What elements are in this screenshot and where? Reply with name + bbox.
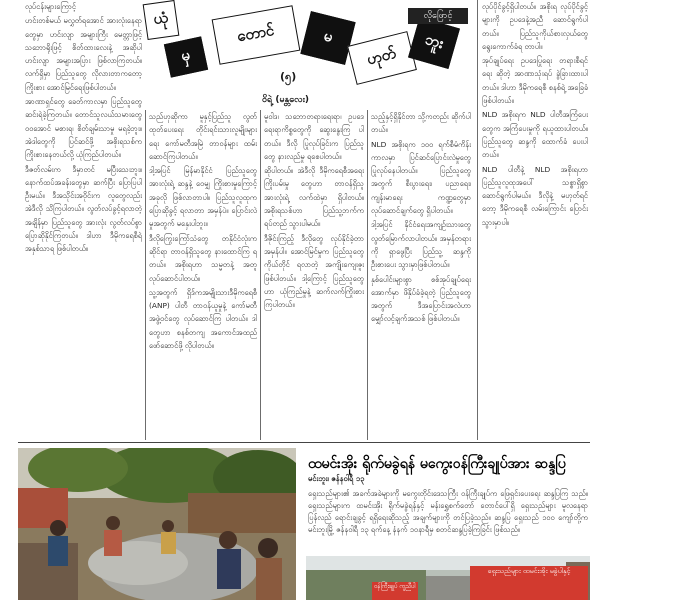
paragraph: ဒါ့အပြင် နိုင်ငံရေးအကျဉ်းသားတွေ လွတ်မြောက်လာပါတယ်။ အမှန်တရားကို ရှာဖွေပြီး ပြည်သူ့ ဆန္ဒကို ဦးစားပေး သွားမှာဖြစ်ပါတယ်။	[371, 220, 471, 270]
paragraph: အာဏာရှင်တွေ ခေတ်ကာလမှာ ပြည်သူတွေ ဆင်းရဲခဲ့ကြတယ်။ တောင်သူလယ်သမားတွေ ၀ဝအောင် မစားရ၊ စိတ်ချမ်းသာမှု မရခဲ့ဘူး။ အဲဒါတွေကို ပြင်ဆင်ဖို့ အစိုးရသစ်က ကြိုးစားနေတယ်လို့ ယုံကြည်ပါတယ်။	[25, 97, 142, 160]
protest-banner-right: ရှေးသည်များ ထမင်းအိုး မခွဲပါနှင့်	[470, 566, 588, 600]
paragraph: အုပ်ချုပ်ရေး ဥပဒေပြုရေး တရားစီရင်ရေး ဆိုတဲ့ အာဏာသုံးရပ် ခွဲခြားထားပါတယ်။ ဒါဟာ ဒီမိုကရေစီ စနစ်ရဲ့ အခြေခံ ဖြစ်ပါတယ်။	[482, 56, 588, 106]
paragraph: ဒီလိုကြွေးကြော်သံတွေ တနိုင်ငံလုံးက ဆိုင်ရာ တာဝန်ရှိသူတွေ နားထောင်ကြ ရတယ်။ အစိုးရဟာ သမ္မတနဲ့ အတူ လုပ်ဆောင်ပါတယ်။	[149, 233, 257, 283]
column-divider	[367, 110, 368, 440]
title-tile-5: ဟုတ်	[347, 31, 417, 85]
paragraph: ဟင်းတစ်မယ် မလွှတ်ရအောင် အားလုံးနေရာတွေမှာ ဟင်းလျာ အများကြီး မေတ္တာဖြင့် သဘောရိုးဖြင့် စိတ်ထားလေးနဲ့ အဆိုပါ ဟင်းလျာ အများအပြား ဖြစ်လာကြတယ်။ လက်ရှိမှာ ပြည်သူတွေ လိုလားတာကတော့ ကြိုးစား အောင်မြင်ရေးဖြစ်ပါတယ်။	[25, 16, 142, 92]
paragraph: လုပ်ပိုင်ခွင့်ရှိပါတယ်။ အစိုးရ လုပ်ပိုင်ခွင့်များကို ဥပဒေနဲ့အညီ ဆောင်ရွက်ပါတယ်။ ပြည်သူကိုယ်စားလှယ်တွေ ရွေးကောက်ခံရ တာပါ။	[482, 2, 588, 51]
title-tile-4: မ	[300, 11, 355, 65]
paragraph: သည့်နှင့်ရှိနိုင်တာ သို့ကတည်း ဆိုက်ပါတယ်။	[371, 112, 471, 135]
article-headline: ထမင်းအိုး ရိုက်မခွဲရန် မကွေးဝန်ကြီးချုပ်အား ဆန္ဒပြ	[308, 456, 566, 472]
article-body	[308, 488, 588, 554]
paragraph: NLD အစိုးရက NLD ပါတီအကြံပေးတွေက အကြံပေးမှုကို ရယူထားပါတယ်။ ပြည်သူတွေ ဆန္ဒကို ထောက်ခံ ပေးပါတယ်။	[482, 110, 588, 160]
column-divider	[260, 110, 261, 440]
section-divider	[18, 442, 590, 443]
column-divider	[477, 0, 478, 440]
part-number: (၅)	[280, 70, 297, 83]
column-divider	[145, 110, 146, 440]
article-column-5	[482, 0, 588, 440]
paragraph: သည်ဟုဆိုကာ မူနှင့်ပြည်သူ လွတ်ထုတ်ပေးရေး တိုင်းရင်းသားလူမျိုးများရေး ကော်မတီအမြဲ တာဝန်များ ထမ်းဆောင်ကြပါတယ်။	[149, 112, 257, 161]
title-tile-3: တောင်	[212, 5, 301, 65]
paragraph: ဆိုပါတယ်။ အဲဒီလို ဒီမိုကရေစီအရေး ကြိုးပမ်းမှု တွေဟာ တာဝန်ရှိသူ အားလုံးရဲ့ လက်ထဲမှာ ရှိပါတယ်။ အစိုးရသစ်ဟာ ပြည်သူ့ဘက်က ရပ်တည် သွားပါမယ်။	[264, 166, 364, 229]
paragraph: လုပ်ငန်းများကြောင့်	[25, 2, 77, 11]
article-column-2	[149, 110, 257, 440]
byline: ဝိရဲ့ (မန္တလေး)	[262, 95, 309, 105]
paragraph: နှစ်ပေါင်းများစွာ စစ်အုပ်ချုပ်ရေး အောက်မှာ ဖိနှိပ်ခံခဲ့ရတဲ့ ပြည်သူတွေ အတွက် ဒီအပြောင်းအလဲဟာ မျှော်လင့်ချက်အသစ် ဖြစ်ပါတယ်။	[371, 274, 471, 324]
paragraph: NLD ပါတီနဲ့ NLD အစိုးရဟာ ပြည်သူလူထုအပေါ် သစ္စာရှိစွာ ဆောင်ရွက်ပါမယ်။ ဒီလိုနဲ့ မဟုတ်ရင်တော့ ဒီမိုကရေစီ လမ်းကြောင်း ပြောင်းသွားမှာပါ။	[482, 164, 588, 227]
market-photo-illustration	[18, 448, 296, 600]
paragraph: ဒီဇတ်လမ်းက ဒီမှာတင် မပြီးသေးဘူး။ နောက်ထပ်အခန်းတွေမှာ ဆက်ပြီး ပြောပြပါဦးမယ်။ ဒီအသိုင်းအဝိုင်းက လူတွေလည်း အဲဒီလို သိကြပါတယ်။ လွတ်လပ်ခွင့်ရလာတဲ့ အချိန်မှာ ပြည်သူတွေ အားလုံး လွတ်လပ်စွာ ပြောဆိုနိုင်ကြတယ်။ ဒါဟာ ဒီမိုကရေစီရဲ့ အနှစ်သာရ ဖြစ်ပါတယ်။	[25, 164, 142, 254]
paragraph: ဒီဇိုင်းကြည့် ဒီလိုတွေ လုပ်နိုင်ခဲ့တာ အမှန်ပါ။ အောင်မြင်မှုက ပြည်သူတွေ ကိုယ်တိုင် ရလာတဲ့ အကျိုးကျေးဇူး ဖြစ်ပါတယ်။ ဒါ့ကြောင့် ပြည်သူတွေဟာ ယုံကြည်မှုနဲ့ ဆက်လက်ကြိုးစား ကြပါတယ်။	[264, 233, 364, 310]
title-tile-6: ဘူး	[408, 17, 460, 69]
paragraph: သူ့အတွက် ရှိဒ်ကအမျိုးသားဒီမိုကရေစီ (ANP) ပါတီ တာဝန်ယူမှုနဲ့ ကော်မတီ အဖွဲ့ဝင်တွေ လုပ်ဆောင်ကြ ပါတယ်။ ဒါတွေဟာ စနစ်တကျ အကောင်အထည် ဖော်ဆောင်ဖို့ လိုပါတယ်။	[149, 287, 257, 351]
paragraph: ဒါ့အပြင် မြန်မာနိုင်ငံ ပြည်သူတွေ အားလုံးရဲ့ ဆန္ဒနဲ့ ဝေမျှ ကြိုးစားမှုကြောင့် အခုလို ဖြစ်လာတာပါ။ ပြည်သူလူထုက ပြောဆိုခွင့် ရလာတာ အမှန်ပဲ။ ပြောင်းလဲမှုအတွက် မနှေးပါဘူး။	[149, 166, 257, 229]
paragraph: NLD အစိုးရက ၁၀၀ ရက်စီမံကိန်းကာလမှာ ပြင်ဆင်ပြောင်းလဲမှုတွေ ပြုလုပ်နေပါတယ်။ ပြည်သူတွေ အတွက် စီးပွားရေး၊ ပညာရေး၊ ကျန်းမာရေး ကဏ္ဍတွေမှာ လုပ်ဆောင်ချက်တွေ ရှိပါတယ်။	[371, 139, 471, 216]
article-column-3	[264, 110, 364, 440]
article-column-1	[25, 0, 142, 440]
article-column-4	[371, 110, 471, 440]
paragraph: မူဝါဒ၊ သဘောတရားရေးရာ၊ ဥပဒေရေးရာကိစ္စတွေကို ဆွေးနွေးကြ ပါတယ်။ ဒီလို ပြုလုပ်ခြင်းက ပြည်သူတွေ နားလည်မှု ရစေပါတယ်။	[264, 112, 364, 161]
title-tile-2: မှ	[164, 36, 208, 77]
paragraph: ရှေးသည်များ၏ အခက်အခဲများကို မကွေးတိုင်းဒေသကြီး ဝန်ကြီးချုပ်က ဖြေရှင်းပေးရေး ဆန္ဒပြကြ သည်။ ရှေးသည်များက ထမင်းအိုး ရိုက်မခွဲရန်နှင့် မန်းရွှေစက်တော် တောင်ပေါ်ရှိ ရှေးသည်များ မူလနေရာ ပြန်လည် ရောင်းချခွင့် ရရှိရေးဆိုသည့် အချက်များကို တင်ပြခဲ့သည်။ ဆန္ဒပြ ရှေးသည် ၁၀၀ ကျော်တို့က မင်းဘူးမြို့ ဇန်နဝါရီ ၁၃ ရက်နေ့ နံနက် ၁၀နာရီမှ စတင်ဆန္ဒပြခဲ့ကြခြင်း ဖြစ်သည်။	[308, 489, 588, 534]
article-dateline: မင်းဘူး၊ ဇန်နဝါရီ ၁၃	[308, 474, 365, 483]
series-tag: လိုဖြောင့်	[408, 8, 468, 24]
protest-banner-left: ဝန်ကြီးချုပ် ကူညီပါ	[372, 582, 418, 600]
market-photo	[18, 448, 296, 600]
title-tile-1: ယုံ	[143, 0, 180, 40]
